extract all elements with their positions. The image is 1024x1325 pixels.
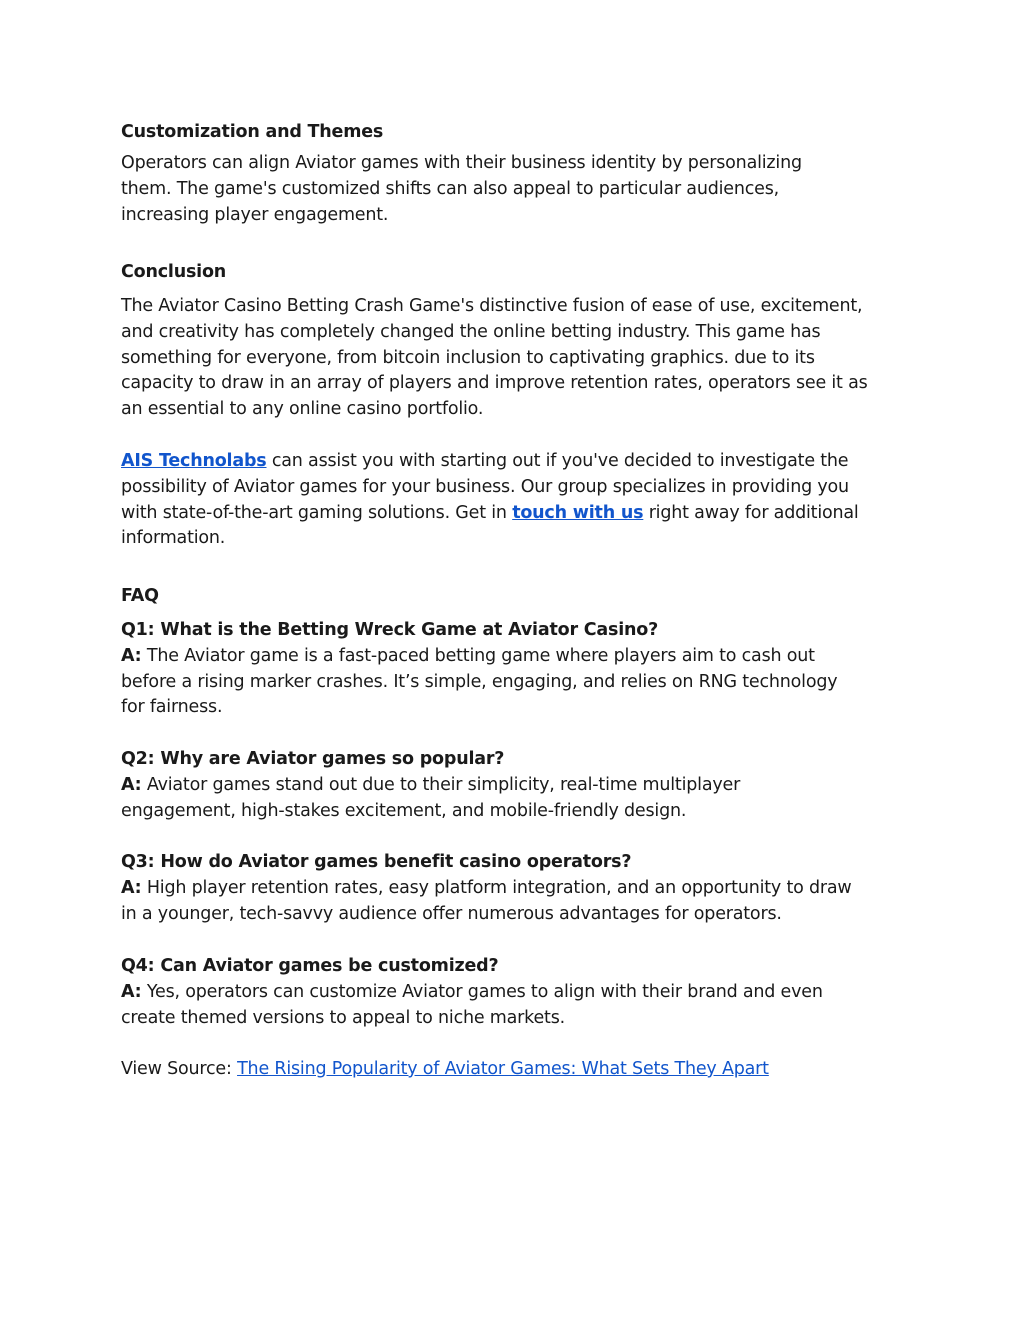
text-line: [121, 1057, 911, 1083]
cta-text: can assist you with starting out if you've decided to investigate the: [266, 451, 849, 471]
faq-item: [121, 747, 911, 824]
text-line: Operators can align Aviator games with their business identity by personalizing: [121, 153, 802, 173]
faq-answer-line: engagement, high-stakes excitement, and mobile-friendly design.: [121, 800, 687, 821]
answer-label: A:: [121, 877, 142, 898]
text-line: them. The game's customized shifts can also appeal to particular audiences,: [121, 178, 780, 199]
paragraph-customization: [121, 151, 911, 228]
section-heading-customization: Customization and Themes: [121, 122, 384, 142]
answer-label: A:: [121, 645, 142, 666]
faq-answer-line: create themed versions to appeal to niche markets.: [121, 1007, 565, 1028]
faq-answer-line: in a younger, tech-savvy audience offer numerous advantages for operators.: [121, 903, 782, 924]
faq-item: [121, 954, 911, 1031]
faq-answer-line: [121, 980, 911, 1006]
text-line: The Aviator Casino Betting Crash Game's distinctive fusion of ease of use, excitement,: [121, 296, 863, 316]
text-line: increasing player engagement.: [121, 204, 389, 225]
faq-question: Q2: Why are Aviator games so popular?: [121, 749, 505, 769]
view-source: [121, 1057, 911, 1083]
faq-answer-line: [121, 876, 911, 902]
text-line: information.: [121, 528, 226, 549]
faq-answer-text: The Aviator game is a fast-paced betting game where players aim to cash out: [141, 645, 815, 666]
cta-text: right away for additional: [643, 502, 859, 523]
faq-answer-line: before a rising marker crashes. It’s simple, engaging, and relies on RNG technology: [121, 671, 838, 692]
faq-item: [121, 618, 911, 721]
answer-label: A:: [121, 981, 142, 1002]
faq-answer-text: Yes, operators can customize Aviator games to align with their brand and even: [141, 981, 823, 1002]
faq-answer-line: [121, 644, 911, 670]
faq-question: Q1: What is the Betting Wreck Game at Aviator Casino?: [121, 620, 659, 640]
ais-technolabs-link[interactable]: AIS Technolabs: [121, 451, 267, 471]
text-line: possibility of Aviator games for your business. Our group specializes in providing you: [121, 476, 849, 497]
faq-answer-line: for fairness.: [121, 697, 223, 718]
paragraph-cta: [121, 449, 911, 552]
cta-text: with state-of-the-art gaming solutions. Get in: [121, 502, 513, 523]
faq-question: Q4: Can Aviator games be customized?: [121, 956, 499, 976]
section-heading-conclusion: Conclusion: [121, 262, 227, 282]
touch-with-us-link[interactable]: touch with us: [512, 502, 644, 523]
faq-answer-text: Aviator games stand out due to their simplicity, real-time multiplayer: [141, 774, 741, 795]
view-source-label: View Source:: [121, 1059, 238, 1079]
paragraph-conclusion: [121, 294, 911, 423]
text-line: [121, 501, 911, 527]
faq-answer-text: High player retention rates, easy platform integration, and an opportunity to draw: [141, 877, 852, 898]
text-line: something for everyone, from bitcoin inclusion to captivating graphics. due to its: [121, 347, 815, 368]
faq-answer-line: [121, 773, 911, 799]
text-line: and creativity has completely changed the online betting industry. This game has: [121, 321, 821, 342]
faq-question: Q3: How do Aviator games benefit casino operators?: [121, 852, 632, 872]
text-line: an essential to any online casino portfolio.: [121, 399, 484, 420]
text-line: capacity to draw in an array of players and improve retention rates, operators see it as: [121, 373, 868, 394]
section-heading-faq: FAQ: [121, 586, 159, 606]
faq-item: [121, 850, 911, 927]
source-link[interactable]: The Rising Popularity of Aviator Games: What Sets They Apart: [237, 1059, 769, 1079]
answer-label: A:: [121, 774, 142, 795]
text-line: [121, 449, 911, 475]
